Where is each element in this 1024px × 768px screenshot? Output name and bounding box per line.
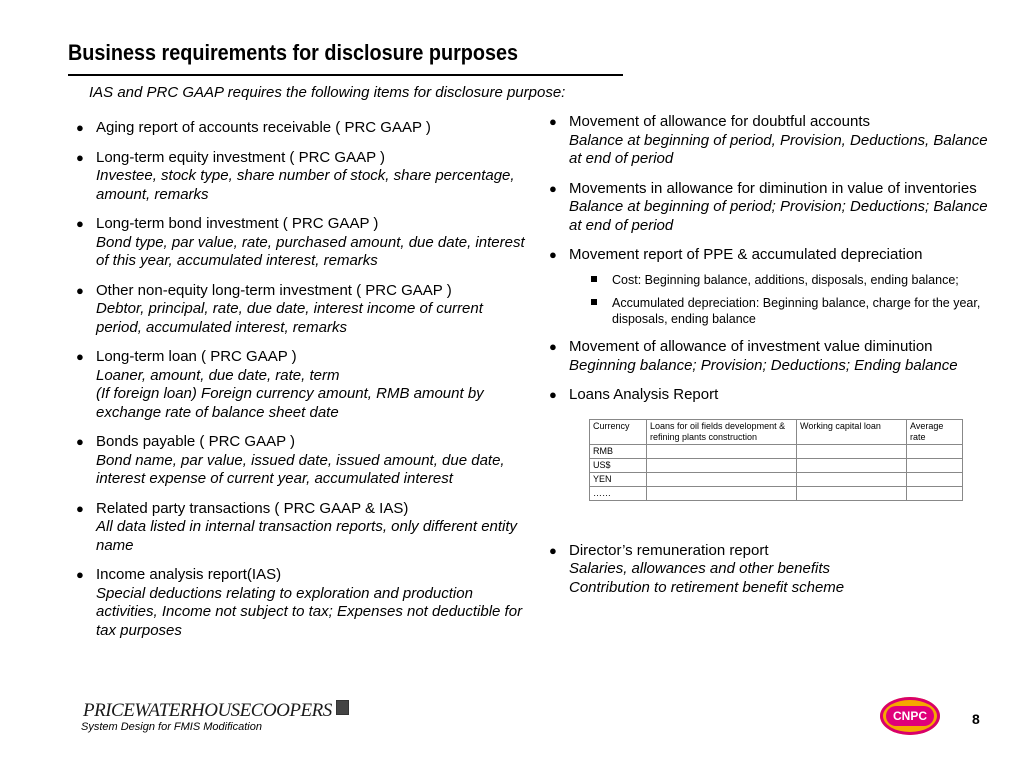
table-cell: ……	[590, 486, 647, 500]
table-cell: RMB	[590, 444, 647, 458]
item-detail: All data listed in internal transaction reports, only different entity name	[96, 518, 518, 554]
table-cell	[907, 472, 963, 486]
bullet-icon: ●	[76, 149, 84, 165]
item-label: Income analysis report(IAS)	[96, 566, 282, 583]
item-label: Other non-equity long-term investment ( PRC GAAP )	[96, 281, 452, 299]
item-detail: Bond name, par value, issued date, issued amount, due date, interest expense of current year, accumulated interest	[96, 451, 505, 487]
list-item	[76, 282, 526, 338]
item-detail: Salaries, allowances and other benefits	[569, 560, 830, 577]
item-label: Movement of allowance for doubtful accounts	[569, 113, 871, 130]
bullet-icon: ●	[549, 247, 557, 262]
item-label: Aging report of accounts receivable ( PRC GAAP )	[96, 119, 431, 136]
list-item	[76, 433, 526, 489]
item-detail: Contribution to retirement benefit scheme	[569, 578, 845, 596]
spacer	[549, 512, 989, 542]
table-header-row	[590, 419, 963, 444]
table-cell	[907, 458, 963, 472]
table-cell	[797, 472, 907, 486]
table-header-cell: Working capital loan	[797, 419, 907, 444]
list-item	[549, 180, 989, 236]
list-item	[549, 386, 989, 501]
cnpc-logo-text: CNPC	[886, 706, 934, 726]
item-detail: Balance at beginning of period, Provision, Deductions, Balance at end of period	[569, 131, 988, 167]
table-cell	[797, 458, 907, 472]
list-item	[549, 246, 989, 327]
bullet-icon: ●	[549, 114, 557, 129]
bullet-icon: ●	[76, 216, 84, 231]
bullet-icon: ●	[76, 120, 84, 135]
loans-analysis-table	[589, 419, 963, 501]
item-label: Loans Analysis Report	[569, 386, 719, 403]
bullet-icon: ●	[76, 567, 84, 582]
table-cell	[647, 472, 797, 486]
bullet-icon: ●	[76, 282, 84, 298]
item-detail: Beginning balance; Provision; Deductions; Ending balance	[569, 356, 958, 374]
item-detail: (If foreign loan) Foreign currency amount, RMB amount by exchange rate of balance sheet date	[96, 385, 484, 421]
sub-list	[569, 273, 989, 328]
square-bullet-icon	[591, 299, 597, 305]
list-item	[76, 348, 526, 422]
table-row	[590, 472, 963, 486]
list-item	[549, 338, 989, 375]
bullet-icon: ●	[549, 387, 557, 402]
item-detail: Debtor, principal, rate, due date, interest income of current period, accumulated interest, remarks	[96, 300, 483, 336]
seal-icon	[336, 700, 349, 715]
sub-list-item	[569, 273, 989, 289]
sub-list-item	[569, 296, 989, 327]
item-detail: Balance at beginning of period; Provision; Deductions; Balance at end of period	[569, 198, 988, 234]
item-detail: Special deductions relating to exploration and production activities, Income not subject to tax; Expenses not deductible for tax purposes	[96, 584, 523, 639]
table-row	[590, 486, 963, 500]
bullet-icon: ●	[76, 349, 84, 364]
list-item	[549, 542, 989, 598]
logo-text: PRICEWATERHOUSECOOPERS	[83, 700, 332, 721]
list-item	[76, 500, 526, 556]
list-item	[549, 113, 989, 169]
page-title: Business requirements for disclosure purposes	[68, 40, 519, 65]
table-cell	[647, 458, 797, 472]
table-header-cell: Average rate	[907, 419, 963, 444]
table-row	[590, 458, 963, 472]
item-label: Long-term bond investment ( PRC GAAP )	[96, 215, 379, 232]
table-cell	[797, 444, 907, 458]
pricewaterhousecoopers-logo	[83, 700, 349, 722]
item-detail: Bond type, par value, rate, purchased amount, due date, interest of this year, accumulated interest, remarks	[96, 233, 525, 269]
left-column	[76, 119, 526, 651]
right-column	[549, 113, 989, 608]
table-cell	[647, 444, 797, 458]
bullet-icon: ●	[76, 500, 84, 516]
sub-item-text: Cost: Beginning balance, additions, disposals, ending balance;	[612, 272, 959, 287]
table-cell: YEN	[590, 472, 647, 486]
bullet-icon: ●	[549, 542, 557, 558]
item-label: Long-term equity investment ( PRC GAAP )	[96, 148, 385, 166]
table-cell	[797, 486, 907, 500]
bullet-icon: ●	[549, 339, 557, 354]
list-item	[76, 119, 526, 138]
cnpc-logo	[880, 697, 940, 735]
page-subtitle: IAS and PRC GAAP requires the following items for disclosure purpose:	[89, 84, 566, 101]
bullet-icon: ●	[549, 180, 557, 196]
item-detail: Loaner, amount, due date, rate, term	[96, 366, 340, 384]
item-label: Movement of allowance of investment value diminution	[569, 338, 933, 355]
item-label: Director’s remuneration report	[569, 541, 769, 559]
sub-item-text: Accumulated depreciation: Beginning balance, charge for the year, disposals, ending balance	[612, 296, 981, 326]
item-label: Long-term loan ( PRC GAAP )	[96, 348, 297, 365]
bullet-icon: ●	[76, 434, 84, 449]
title-divider	[68, 74, 623, 76]
list-item	[76, 215, 526, 271]
item-label: Bonds payable ( PRC GAAP )	[96, 433, 295, 450]
table-cell	[907, 444, 963, 458]
list-item	[76, 149, 526, 205]
table-cell	[907, 486, 963, 500]
table-header-cell: Currency	[590, 419, 647, 444]
list-item	[76, 566, 526, 640]
footer-text: System Design for FMIS Modification	[81, 721, 262, 733]
item-label: Movement report of PPE & accumulated depreciation	[569, 246, 923, 263]
table-cell	[647, 486, 797, 500]
item-label: Movements in allowance for diminution in value of inventories	[569, 179, 977, 197]
table-cell: US$	[590, 458, 647, 472]
square-bullet-icon	[591, 276, 597, 282]
item-label: Related party transactions ( PRC GAAP & IAS)	[96, 499, 409, 517]
page-number: 8	[972, 711, 980, 727]
table-row	[590, 444, 963, 458]
table-header-cell: Loans for oil fields development & refining plants construction	[647, 419, 797, 444]
item-detail: Investee, stock type, share number of stock, share percentage, amount, remarks	[96, 167, 515, 203]
